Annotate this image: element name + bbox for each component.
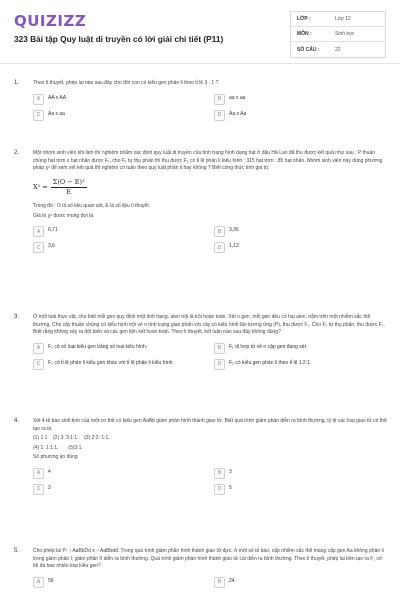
question-5 — [14, 548, 388, 588]
option-b[interactable] — [214, 577, 389, 588]
option-text: 24 — [229, 577, 235, 584]
option-letter: C — [33, 242, 44, 253]
question-2 — [14, 150, 388, 253]
question-number: 2. — [14, 150, 20, 156]
answer-options — [33, 226, 388, 253]
option-b[interactable] — [214, 343, 389, 354]
option-d[interactable] — [214, 484, 389, 495]
option-text: 2 — [48, 484, 51, 491]
question-text: Xét 4 tế bào sinh tinh của một cơ thể có kiểu gen AaBb giảm phân hình thành giao tử. Biết quá trình giảm phân diễn ra bình thường, tỷ lệ các loại giao tử có thể tạo ra là: — [33, 418, 387, 432]
option-letter: B — [214, 226, 225, 237]
question-note: Trong đó : O là số liệu quan sát, E là số liệu lí thuyết. — [33, 202, 151, 209]
option-a[interactable] — [33, 468, 208, 479]
option-a[interactable] — [33, 343, 208, 354]
meta-info-box — [290, 11, 386, 58]
option-text: F₂ có số loại kiểu gen bằng số loại kiểu hình. — [48, 343, 148, 350]
formula-fraction — [51, 179, 87, 197]
question-text: Ở một loài thực vật, cho biết mỗi gen quy định một tính trạng, alen trội là trội hoàn toàn. Xét n gen, mỗi gen đều có hai alen, nằm trên một nhiễm sắc thể thường. Cho cây thuần chủng có kiểu hình trội về n tính trạng giao phấn với cây có kiểu hình lặn tương ứng (P), thu được F₁. Cho F₁ tự thụ phấn, thu được F₂. Biết rằng không xảy ra đột biến và các gen liên kết hoàn toàn. Theo lí thuyết, kết luận nào sau đây không đúng? — [33, 314, 385, 336]
option-letter: B — [214, 343, 225, 354]
meta-value: Lớp 12 — [335, 16, 351, 22]
option-letter: B — [214, 577, 225, 588]
option-text: Aa x aa — [48, 110, 65, 117]
option-text: 3,6 — [48, 243, 55, 250]
option-letter: D — [214, 110, 225, 121]
question-number: 3. — [14, 314, 20, 320]
option-text: F₂ có tỉ lệ phân li kiểu gen khác với tỉ lệ phân li kiểu hình. — [48, 359, 174, 366]
option-text: 1,12 — [229, 243, 239, 250]
option-letter: A — [33, 343, 44, 354]
option-letter: C — [33, 110, 44, 121]
option-letter: B — [214, 94, 225, 105]
option-text: 3 — [229, 468, 232, 475]
option-text: aa x aa — [229, 94, 246, 101]
option-a[interactable] — [33, 577, 208, 588]
option-letter: C — [33, 359, 44, 370]
formula-denominator: E — [66, 188, 72, 197]
option-a[interactable] — [33, 226, 208, 237]
option-text: F₂ có kiểu gen phân li theo tỉ lệ 1:2:1. — [229, 359, 312, 366]
option-c[interactable] — [33, 359, 208, 370]
question-4 — [14, 418, 388, 495]
question-choices-line: (1) 1:1 (2) 3: 3:1:1. (3) 2:2: 1:1. — [33, 435, 110, 442]
formula-numerator: Σ(O − E)² — [51, 179, 87, 189]
option-text: 3,36 — [229, 227, 239, 234]
option-letter: A — [33, 468, 44, 479]
option-letter: A — [33, 577, 44, 588]
option-text: 5 — [229, 484, 232, 491]
question-text: Một nhóm sinh viên khi làm thí nghiệm nhắm xác định quy luật di truyền của tính trạng hình dạng hạt ở đậu Hà Lan đã thu được kết quả như sau : P thuần chủng hạt trơn x hạt nhăn được F₁, cho F₁ tự thụ phấn thì thu được F₂ có tỉ lệ phân li kiểu hình : 315 hạt trơn : 85 hạt nhăn. Nhóm sinh viên này dùng phương pháp χ² để xem xét kết quả thí nghiệm có tuân theo quy luật phân li hay không ? Biết công thức tính giá trị: — [33, 150, 383, 172]
meta-value: 22 — [335, 46, 341, 53]
meta-key: MÔN : — [297, 31, 312, 37]
question-prompt: Số phương án đúng — [33, 454, 78, 461]
option-letter: D — [214, 242, 225, 253]
option-c[interactable] — [33, 484, 208, 495]
answer-options — [33, 94, 388, 121]
option-d[interactable] — [214, 359, 389, 370]
question-note: Giá trị χ² được mong đợi là — [33, 212, 94, 219]
option-text: 6,71 — [48, 227, 58, 234]
meta-row-question-count — [291, 42, 385, 57]
question-text: Cho phép lai P: ♀AaBbDd x ♂AaBbdd. Trong quá trình giảm phân hình thành giao tử đực, ở một số tế bào, cặp nhiễm sắc thể mang cặp gen Aa không phân li trong giảm phân I; giảm phân II diễn ra bình thường. Quá trình giảm phân hình thành giao tử cái diễn ra bình thường. Theo lí thuyết, phép lai trên tạo ra F₁ có tối đa bao nhiêu loại kiểu gen? — [33, 548, 384, 570]
answer-options — [33, 577, 388, 588]
option-d[interactable] — [214, 242, 389, 253]
option-b[interactable] — [214, 94, 389, 105]
page-title: 323 Bài tập Quy luật di truyền có lời giải chi tiết (P11) — [14, 34, 224, 44]
question-1 — [14, 80, 388, 121]
answer-options — [33, 468, 388, 495]
question-text: Theo lí thuyết, phép lai nào sau đây cho đời con có kiểu gen phân li theo tỉ lệ 3 : 1 ? — [33, 80, 219, 86]
option-letter: B — [214, 468, 225, 479]
question-number: 4. — [14, 418, 20, 424]
quizizz-logo: QUIZIZZ — [14, 12, 87, 30]
chi-square-formula — [33, 179, 388, 197]
option-c[interactable] — [33, 242, 208, 253]
question-number: 5. — [14, 548, 20, 554]
option-text: 56 — [48, 577, 54, 584]
option-letter: C — [33, 484, 44, 495]
meta-value: Sinh học — [335, 31, 355, 37]
question-3 — [14, 314, 388, 370]
answer-options — [33, 343, 388, 370]
question-choices-line: (4) 1: 1:1:1. (5)3:1. — [33, 444, 83, 451]
header-divider — [0, 63, 400, 64]
option-letter: D — [214, 359, 225, 370]
option-b[interactable] — [214, 226, 389, 237]
meta-key: LỚP : — [297, 16, 311, 22]
option-letter: A — [33, 226, 44, 237]
meta-row-subject — [291, 27, 385, 42]
option-text: Aa x Aa — [229, 110, 247, 117]
formula-lhs: X² = — [33, 183, 48, 192]
option-text: AA x AA — [48, 94, 67, 101]
option-text: F₁ dị hợp tử về n cặp gen đang xét — [229, 343, 306, 350]
question-number: 1. — [14, 80, 20, 86]
option-letter: A — [33, 94, 44, 105]
meta-key: SỐ CÂU : — [297, 46, 320, 53]
option-d[interactable] — [214, 110, 389, 121]
option-text: 4 — [48, 468, 51, 475]
meta-row-class — [291, 12, 385, 27]
option-a[interactable] — [33, 94, 208, 105]
option-b[interactable] — [214, 468, 389, 479]
option-c[interactable] — [33, 110, 208, 121]
option-letter: D — [214, 484, 225, 495]
